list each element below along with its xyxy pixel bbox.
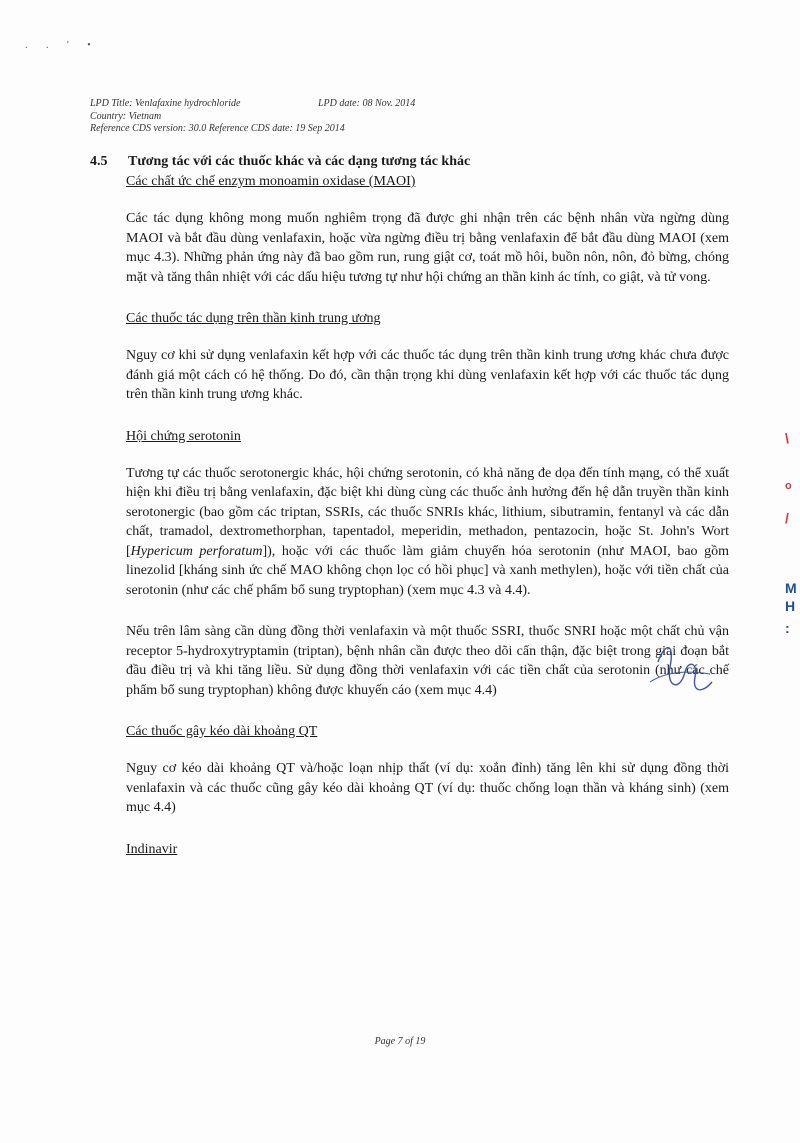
serotonin-text-a: Tương tự các thuốc serotonergic khác, hội chứng serotonin, có khả năng đe dọa đến tính mạng, có thể xuất hiện khi điều trị bằng venlafaxin, đặc biệt khi dùng cùng các thuốc ảnh hưởng đến hệ dẫn truyền thần kinh serotonergic (bao gồm các triptan, SSRIs, các thuốc SNRIs khác, lithium, sibutramin, fentanyl và các dẫn chất, tramadol, dextromethorphan, tapentadol, meperidin, methadon, pentazocin, hoặc St. John's Wort [ — [126, 465, 729, 559]
section-body — [126, 172, 729, 859]
scan-artifact-dots: . . ' • — [25, 40, 99, 51]
cns-heading: Các thuốc tác dụng trên thần kinh trung ương — [126, 311, 381, 326]
maoi-paragraph: Các tác dụng không mong muốn nghiêm trọng đã được ghi nhận trên các bệnh nhân vừa ngừng dùng MAOI và bắt đầu dùng venlafaxin, hoặc vừa ngừng điều trị bằng venlafaxin để bắt đầu dùng MAOI (xem mục 4.3). Những phản ứng này đã bao gồm run, rung giật cơ, toát mồ hôi, buồn nôn, nôn, đỏ bừng, chóng mặt và tăng thân nhiệt với các dấu hiệu tương tự như hội chứng an thần kinh ác tính, co giật, và tử vong. — [126, 211, 729, 285]
maoi-heading: Các chất ức chế enzym monoamin oxidase (MAOI) — [126, 174, 416, 189]
lpd-date: LPD date: 08 Nov. 2014 — [318, 98, 416, 109]
serotonin-paragraph-2: Nếu trên lâm sàng cần dùng đồng thời venlafaxin và một thuốc SSRI, thuốc SNRI hoặc một chất chủ vận receptor 5-hydroxytryptamin (triptan), bệnh nhân cần được theo dõi cẩn thận, đặc biệt trong giai đoạn bắt đầu điều trị và khi tăng liều. Sử dụng đồng thời venlafaxin với các tiền chất của serotonin (như các chế phẩm bổ sung tryptophan) không được khuyến cáo (xem mục 4.4) — [126, 624, 729, 698]
serotonin-paragraph-1 — [126, 464, 729, 601]
cns-paragraph: Nguy cơ khi sử dụng venlafaxin kết hợp với các thuốc tác dụng trên thần kinh trung ương khác chưa được đánh giá một cách có hệ thống. Do đó, cần thận trọng khi dùng venlafaxin kết hợp với các thuốc tác dụng trên thần kinh trung ương khác. — [126, 348, 729, 402]
reference-cds: Reference CDS version: 30.0 Reference CDS date: 19 Sep 2014 — [90, 123, 345, 134]
serotonin-heading: Hội chứng serotonin — [126, 428, 241, 444]
handwritten-signature — [640, 632, 720, 712]
qt-heading: Các thuốc gây kéo dài khoảng QT — [126, 724, 318, 739]
section-number: 4.5 — [90, 154, 108, 169]
indinavir-heading: Indinavir — [126, 841, 178, 857]
lpd-title: LPD Title: Venlafaxine hydrochloride — [90, 98, 241, 109]
page-number: Page 7 of 19 — [374, 1036, 426, 1047]
qt-paragraph: Nguy cơ kéo dài khoảng QT và/hoặc loạn nhịp thất (ví dụ: xoắn đỉnh) tăng lên khi sử dụng đồng thời venlafaxin và các thuốc cũng gây kéo dài khoảng QT (ví dụ: thuốc chống loạn thần và kháng sinh) (xem mục 4.4) — [126, 761, 729, 815]
document-header — [90, 98, 510, 136]
country: Country: Vietnam — [90, 110, 162, 122]
section-title: Tương tác với các thuốc khác và các dạng tương tác khác — [128, 154, 471, 169]
section-heading — [90, 154, 730, 170]
serotonin-text-b: ]), hoặc với các thuốc làm giảm chuyển hóa serotonin (như MAOI, bao gồm linezolid [kháng sinh ức chế MAO không chọn lọc có hồi phục] và xanh methylen), hoặc với tiền chất của serotonin (như các chế phẩm bổ sung tryptophan) (xem mục 4.3 và 4.4). — [126, 543, 729, 598]
serotonin-text-italic: Hypericum perforatum — [130, 543, 263, 559]
